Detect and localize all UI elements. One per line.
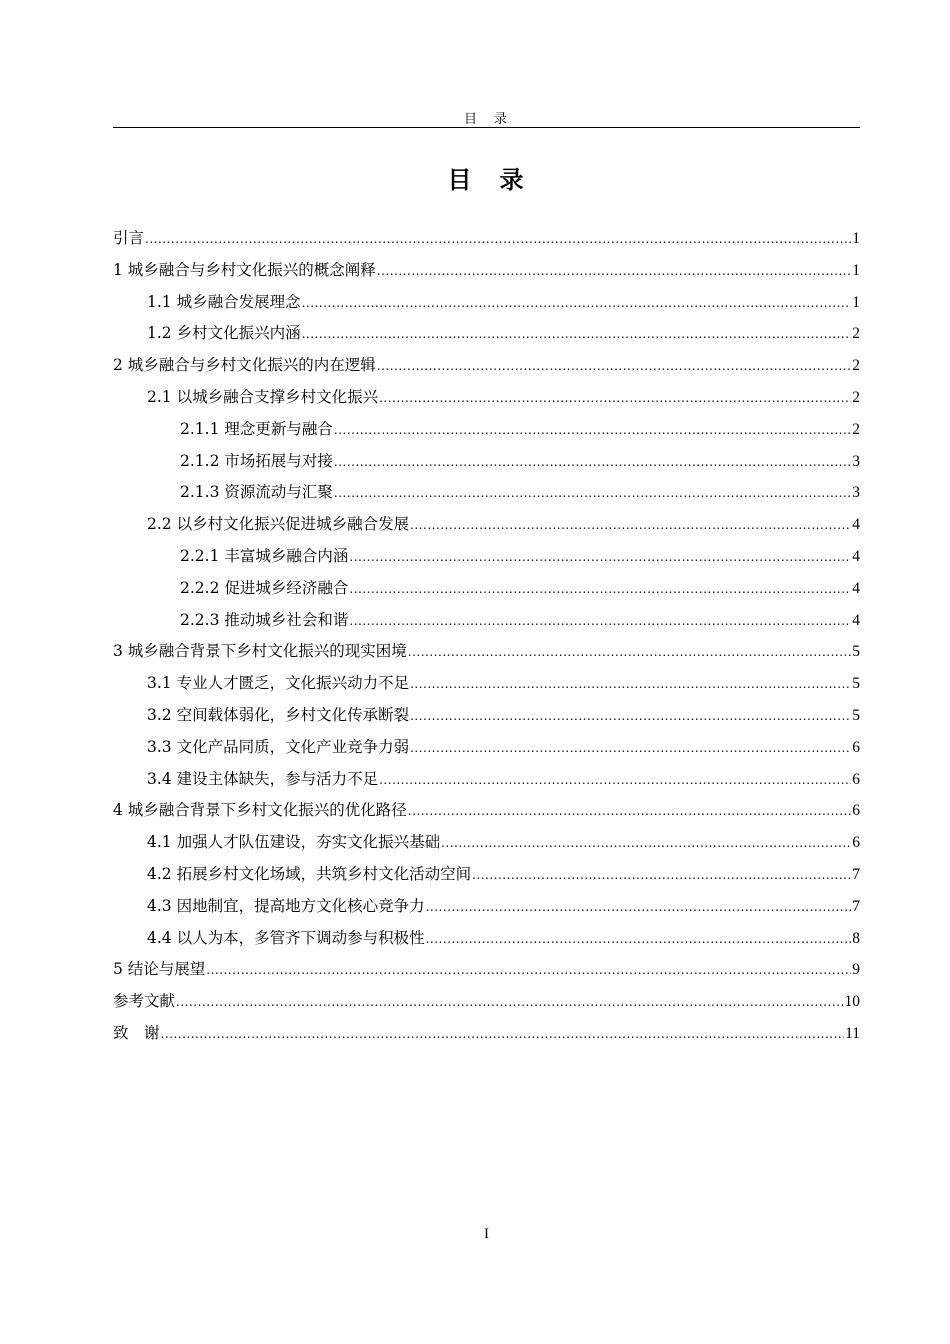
toc-entry-label: 2.1 以城乡融合支撑乡村文化振兴 bbox=[147, 387, 379, 406]
toc-entry-page: 2 bbox=[852, 357, 860, 375]
toc-entry-label: 2.2.3 推动城乡社会和谐 bbox=[180, 610, 349, 629]
toc-entry-page: 6 bbox=[852, 834, 860, 852]
toc-dot-leader bbox=[377, 257, 851, 285]
toc-entry-section-2-1[interactable] bbox=[113, 383, 860, 415]
toc-entry-section-3-1[interactable] bbox=[113, 669, 860, 701]
toc-entry-page: 3 bbox=[852, 452, 860, 470]
toc-entry-section-4-2[interactable] bbox=[113, 860, 860, 892]
toc-entry-page: 5 bbox=[852, 706, 860, 724]
toc-entry-section-3-3[interactable] bbox=[113, 733, 860, 765]
toc-entry-section-4-3[interactable] bbox=[113, 892, 860, 924]
toc-entry-section-1-1[interactable] bbox=[113, 288, 860, 320]
toc-entry-label: 致 谢 bbox=[113, 1023, 160, 1042]
toc-entry-label: 引言 bbox=[113, 229, 145, 247]
toc-dot-leader bbox=[410, 511, 851, 539]
toc-entry-label: 1.1 城乡融合发展理念 bbox=[147, 292, 301, 311]
toc-dot-leader bbox=[441, 829, 851, 857]
toc-dot-leader bbox=[349, 543, 851, 571]
toc-entry-label: 2.1.3 资源流动与汇聚 bbox=[180, 483, 333, 502]
toc-entry-label: 4.1 加强人才队伍建设，夯实文化振兴基础 bbox=[147, 833, 441, 852]
toc-dot-leader bbox=[176, 988, 843, 1016]
toc-entry-page: 2 bbox=[852, 388, 860, 406]
toc-entry-page: 9 bbox=[852, 961, 860, 979]
toc-entry-page: 6 bbox=[852, 770, 860, 788]
toc-entry-section-2-2-2[interactable] bbox=[113, 574, 860, 606]
toc-entry-label: 4.4 以人为本，多管齐下调动参与积极性 bbox=[147, 928, 425, 947]
toc-dot-leader bbox=[206, 956, 851, 984]
toc-dot-leader bbox=[349, 575, 851, 603]
toc-entry-label: 2.2.2 促进城乡经济融合 bbox=[180, 578, 349, 597]
toc-entry-section-2-1-2[interactable] bbox=[113, 447, 860, 479]
toc-entry-page: 4 bbox=[852, 547, 860, 565]
toc-entry-page: 7 bbox=[852, 865, 860, 883]
toc-entry-page: 2 bbox=[852, 420, 860, 438]
toc-entry-page: 8 bbox=[852, 929, 860, 947]
toc-entry-page: 5 bbox=[852, 643, 860, 661]
toc-entry-label: 4.3 因地制宜，提高地方文化核心竞争力 bbox=[147, 896, 425, 915]
toc-dot-leader bbox=[426, 893, 852, 921]
toc-entry-chapter-4[interactable] bbox=[113, 796, 860, 828]
toc-entry-section-4-4[interactable] bbox=[113, 924, 860, 956]
table-of-contents bbox=[113, 224, 860, 1051]
toc-entry-label: 3 城乡融合背景下乡村文化振兴的现实困境 bbox=[113, 642, 407, 661]
toc-entry-page: 4 bbox=[852, 579, 860, 597]
toc-entry-chapter-5[interactable] bbox=[113, 955, 860, 987]
toc-entry-label: 3.3 文化产品同质，文化产业竞争力弱 bbox=[147, 737, 410, 756]
toc-entry-label: 3.2 空间载体弱化，乡村文化传承断裂 bbox=[147, 705, 410, 724]
header-rule bbox=[113, 127, 860, 128]
toc-entry-page: 10 bbox=[844, 993, 860, 1011]
toc-entry-acknowledgements[interactable] bbox=[113, 1019, 860, 1051]
toc-dot-leader bbox=[472, 861, 851, 889]
toc-entry-page: 6 bbox=[852, 738, 860, 756]
toc-dot-leader bbox=[379, 766, 851, 794]
toc-dot-leader bbox=[334, 479, 851, 507]
toc-entry-label: 2 城乡融合与乡村文化振兴的内在逻辑 bbox=[113, 356, 376, 375]
toc-entry-introduction[interactable] bbox=[113, 224, 860, 256]
toc-dot-leader bbox=[410, 670, 851, 698]
toc-entry-label: 2.2 以乡村文化振兴促进城乡融合发展 bbox=[147, 515, 410, 534]
toc-dot-leader bbox=[408, 797, 851, 825]
toc-entry-page: 5 bbox=[852, 675, 860, 693]
toc-entry-page: 3 bbox=[852, 484, 860, 502]
toc-entry-section-3-2[interactable] bbox=[113, 701, 860, 733]
toc-entry-page: 4 bbox=[852, 516, 860, 534]
toc-entry-label: 5 结论与展望 bbox=[113, 960, 206, 979]
toc-entry-page: 1 bbox=[852, 293, 860, 311]
toc-entry-label: 2.1.1 理念更新与融合 bbox=[180, 419, 333, 438]
toc-dot-leader bbox=[408, 638, 851, 666]
toc-entry-page: 11 bbox=[845, 1024, 860, 1042]
toc-entry-references[interactable] bbox=[113, 987, 860, 1019]
toc-dot-leader bbox=[410, 702, 851, 730]
toc-entry-label: 2.1.2 市场拓展与对接 bbox=[180, 451, 333, 470]
toc-entry-section-3-4[interactable] bbox=[113, 765, 860, 797]
toc-dot-leader bbox=[302, 289, 852, 317]
toc-dot-leader bbox=[349, 607, 851, 635]
toc-entry-section-1-2[interactable] bbox=[113, 319, 860, 351]
toc-entry-chapter-2[interactable] bbox=[113, 351, 860, 383]
toc-dot-leader bbox=[410, 734, 851, 762]
toc-entry-label: 1 城乡融合与乡村文化振兴的概念阐释 bbox=[113, 260, 376, 279]
toc-entry-page: 7 bbox=[852, 897, 860, 915]
toc-entry-page: 4 bbox=[852, 611, 860, 629]
toc-entry-section-2-1-1[interactable] bbox=[113, 415, 860, 447]
toc-dot-leader bbox=[334, 448, 851, 476]
running-header: 目 录 bbox=[463, 112, 509, 127]
toc-entry-page: 1 bbox=[852, 261, 860, 279]
toc-entry-label: 参考文献 bbox=[113, 992, 176, 1011]
toc-entry-section-2-2-3[interactable] bbox=[113, 606, 860, 638]
toc-dot-leader bbox=[161, 1020, 845, 1048]
page-number: I bbox=[484, 1226, 489, 1242]
toc-entry-section-4-1[interactable] bbox=[113, 828, 860, 860]
toc-entry-chapter-1[interactable] bbox=[113, 256, 860, 288]
toc-title: 目 录 bbox=[447, 166, 526, 194]
toc-dot-leader bbox=[302, 320, 852, 348]
toc-entry-label: 4 城乡融合背景下乡村文化振兴的优化路径 bbox=[113, 801, 407, 820]
toc-dot-leader bbox=[377, 352, 851, 380]
toc-entry-label: 4.2 拓展乡村文化场域，共筑乡村文化活动空间 bbox=[147, 864, 472, 883]
toc-entry-section-2-1-3[interactable] bbox=[113, 478, 860, 510]
toc-entry-label: 1.2 乡村文化振兴内涵 bbox=[147, 324, 301, 343]
toc-entry-chapter-3[interactable] bbox=[113, 637, 860, 669]
toc-dot-leader bbox=[334, 416, 851, 444]
toc-dot-leader bbox=[426, 925, 852, 953]
toc-entry-page: 2 bbox=[852, 325, 860, 343]
toc-entry-section-2-2-1[interactable] bbox=[113, 542, 860, 574]
toc-entry-label: 3.1 专业人才匮乏，文化振兴动力不足 bbox=[147, 674, 410, 693]
toc-dot-leader bbox=[379, 384, 851, 412]
toc-entry-page: 6 bbox=[852, 802, 860, 820]
toc-entry-label: 3.4 建设主体缺失，参与活力不足 bbox=[147, 769, 379, 788]
toc-entry-page: 1 bbox=[852, 230, 860, 247]
toc-entry-section-2-2[interactable] bbox=[113, 510, 860, 542]
toc-entry-label: 2.2.1 丰富城乡融合内涵 bbox=[180, 546, 349, 565]
toc-dot-leader bbox=[145, 225, 851, 253]
